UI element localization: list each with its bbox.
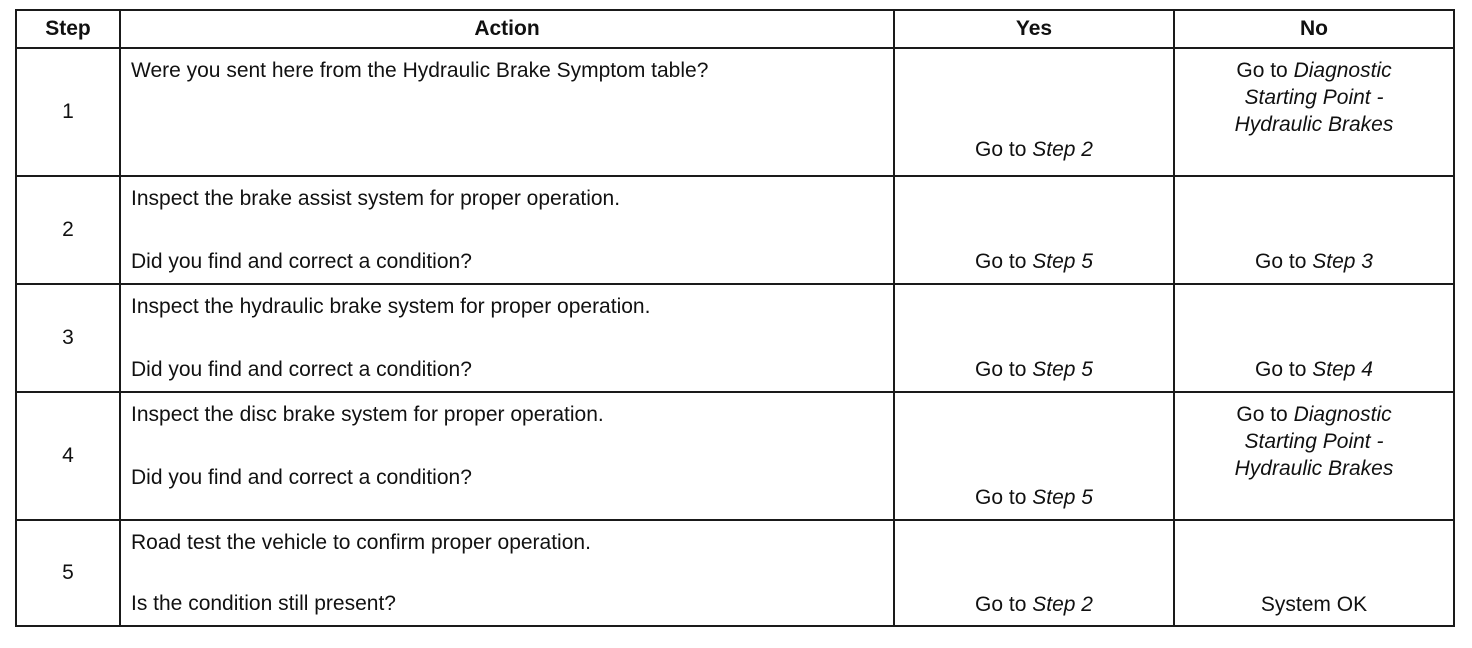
diagnostic-table (15, 9, 1455, 627)
table-row (16, 520, 1454, 626)
yes-cell (894, 176, 1174, 284)
no-ref-part: Hydraulic Brakes (1234, 457, 1394, 480)
yes-cell (894, 284, 1174, 392)
header-yes: Yes (894, 10, 1174, 48)
header-row (16, 10, 1454, 48)
no-cell (1174, 176, 1454, 284)
table-row (16, 284, 1454, 392)
step-number: 1 (16, 48, 120, 176)
step-number: 5 (16, 520, 120, 626)
yes-step-ref: Step 5 (1032, 358, 1093, 381)
no-ref-part: Hydraulic Brakes (1234, 113, 1394, 136)
yes-step-ref: Step 2 (1032, 593, 1093, 616)
yes-target (895, 484, 1173, 511)
action-line: Inspect the hydraulic brake system for proper operation. (131, 295, 651, 318)
no-cell (1174, 284, 1454, 392)
action-question: Did you find and correct a condition? (131, 358, 472, 381)
no-cell (1174, 392, 1454, 520)
no-ref-part: Starting Point - (1244, 430, 1384, 453)
table-row (16, 392, 1454, 520)
yes-target (895, 356, 1173, 383)
yes-prefix: Go to (975, 138, 1033, 161)
no-prefix: Go to (1236, 59, 1294, 82)
no-ref-part: Diagnostic (1293, 59, 1392, 82)
step-number: 3 (16, 284, 120, 392)
no-prefix: Go to (1236, 403, 1294, 426)
no-step-ref: Step 4 (1312, 358, 1373, 381)
header-step: Step (16, 10, 120, 48)
action-line: Inspect the brake assist system for proper operation. (131, 187, 621, 210)
yes-cell (894, 392, 1174, 520)
no-prefix: Go to (1255, 358, 1313, 381)
action-cell (120, 284, 894, 392)
action-cell (120, 176, 894, 284)
yes-step-ref: Step 2 (1032, 138, 1093, 161)
action-line: Were you sent here from the Hydraulic Brake Symptom table? (131, 59, 709, 82)
yes-step-ref: Step 5 (1032, 250, 1093, 273)
yes-target (895, 248, 1173, 275)
table-row (16, 176, 1454, 284)
no-target (1175, 356, 1453, 383)
action-question: Did you find and correct a condition? (131, 466, 472, 489)
header-no: No (1174, 10, 1454, 48)
header-action: Action (120, 10, 894, 48)
yes-cell (894, 520, 1174, 626)
yes-prefix: Go to (975, 250, 1033, 273)
yes-prefix: Go to (975, 593, 1033, 616)
no-target (1175, 401, 1453, 482)
no-cell (1174, 520, 1454, 626)
no-target (1175, 57, 1453, 138)
yes-target (895, 591, 1173, 618)
action-line: Inspect the disc brake system for proper operation. (131, 403, 604, 426)
no-step-ref: Step 3 (1312, 250, 1373, 273)
no-prefix: Go to (1255, 250, 1313, 273)
table-row (16, 48, 1454, 176)
yes-prefix: Go to (975, 358, 1033, 381)
yes-cell (894, 48, 1174, 176)
action-line: Road test the vehicle to confirm proper operation. (131, 531, 591, 554)
no-ref-part: Starting Point - (1244, 86, 1384, 109)
yes-prefix: Go to (975, 486, 1033, 509)
action-question: Did you find and correct a condition? (131, 250, 472, 273)
step-number: 2 (16, 176, 120, 284)
action-cell (120, 520, 894, 626)
no-target (1175, 248, 1453, 275)
yes-step-ref: Step 5 (1032, 486, 1093, 509)
no-target: System OK (1260, 593, 1368, 616)
no-ref-part: Diagnostic (1293, 403, 1392, 426)
action-question: Is the condition still present? (131, 592, 396, 615)
action-cell (120, 48, 894, 176)
no-cell (1174, 48, 1454, 176)
action-cell (120, 392, 894, 520)
yes-target (895, 136, 1173, 163)
step-number: 4 (16, 392, 120, 520)
diagnostic-table-container (15, 9, 1453, 627)
